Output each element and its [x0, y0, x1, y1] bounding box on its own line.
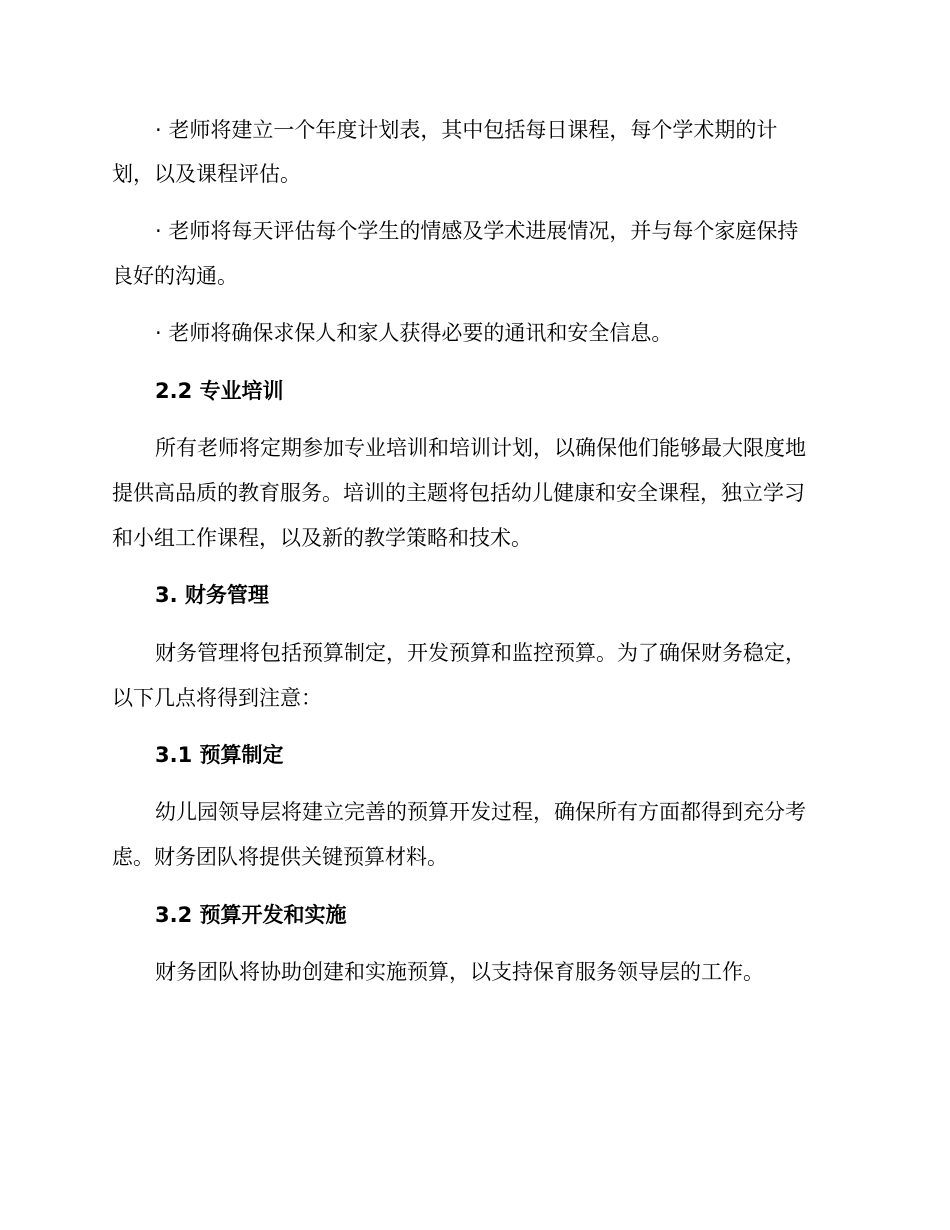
bullet-daily-assessment-line-2: 良好的沟通。	[112, 264, 238, 288]
bullet-annual-plan-line-1: · 老师将建立一个年度计划表，其中包括每日课程，每个学术期的计	[155, 118, 778, 142]
section-2-2-line-3: 和小组工作课程，以及新的教学策略和技术。	[112, 526, 532, 550]
section-3-line-2: 以下几点将得到注意：	[112, 686, 322, 710]
bullet-daily-assessment-line-1: · 老师将每天评估每个学生的情感及学术进展情况，并与每个家庭保持	[155, 219, 799, 243]
section-3-line-1: 财务管理将包括预算制定，开发预算和监控预算。为了确保财务稳定，	[155, 641, 806, 665]
section-2-2-heading: 2.2 专业培训	[155, 379, 284, 403]
section-2-2-line-1: 所有老师将定期参加专业培训和培训计划，以确保他们能够最大限度地	[155, 436, 806, 460]
section-3-1-line-2: 虑。财务团队将提供关键预算材料。	[112, 845, 448, 869]
bullet-safety-info-line-1: · 老师将确保求保人和家人获得必要的通讯和安全信息。	[155, 321, 673, 345]
section-3-1-line-1: 幼儿园领导层将建立完善的预算开发过程，确保所有方面都得到充分考	[155, 800, 806, 824]
section-3-heading: 3. 财务管理	[155, 583, 269, 607]
section-2-2-line-2: 提供高品质的教育服务。培训的主题将包括幼儿健康和安全课程，独立学习	[112, 481, 805, 505]
bullet-annual-plan-line-2: 划，以及课程评估。	[112, 162, 301, 186]
section-3-2-heading: 3.2 预算开发和实施	[155, 903, 347, 927]
section-3-1-heading: 3.1 预算制定	[155, 743, 284, 767]
section-3-2-line-1: 财务团队将协助创建和实施预算，以支持保育服务领导层的工作。	[155, 960, 764, 984]
